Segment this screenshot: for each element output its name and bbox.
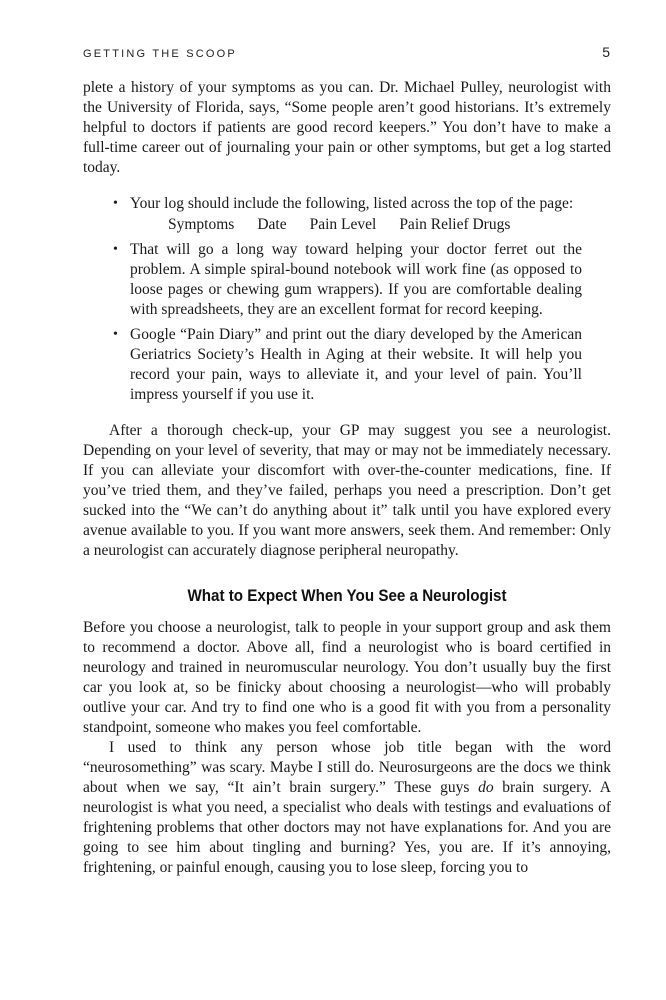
running-header: [83, 44, 610, 60]
list-item: [113, 325, 582, 405]
choose-neurologist-paragraph: Before you choose a neurologist, talk to people in your support group and ask them to recommend a doctor. Above all, find a neurologist who is board certified in neurology and trained in neuromuscular neurology. You don’t usually buy the first car you look at, so be finicky about choosing a neurologist—who will probably outlive your car. And try to find one who is a good fit with you from a personality standpoint, someone who makes you feel comfortable.: [83, 619, 611, 736]
log-column-date: Date: [257, 216, 287, 233]
log-columns: [130, 215, 582, 235]
bullet-text-notebook: That will go a long way toward helping your doctor ferret out the problem. A simple spiral-bound notebook will work fine (as opposed to loose pages or chewing gum wrappers). If you are comfortable dealing with spreadsheets, they are an excellent format for record keeping.: [130, 241, 582, 318]
bullet-text-log: Your log should include the following, listed across the top of the page:: [130, 195, 574, 212]
log-column-pain-relief-drugs: Pain Relief Drugs: [399, 216, 511, 233]
neuro-paragraph: [83, 738, 611, 878]
list-item: [113, 194, 582, 235]
checkup-paragraph: After a thorough check-up, your GP may suggest you see a neurologist. Depending on your level of severity, that may or may not be immediately necessary. If you can alleviate your discomfort with over-the-counter medications, fine. If you’ve tried them, and they’ve failed, perhaps you need a prescription. Don’t get sucked into the “We can’t do anything about it” talk until you have explored every avenue available to you. If you want more answers, seek them. And remember: Only a neurologist can accurately diagnose peripheral neuropathy.: [83, 422, 611, 559]
list-item: [113, 240, 582, 320]
page-number: 5: [602, 44, 610, 60]
bullet-list: [83, 194, 582, 405]
log-column-symptoms: Symptoms: [168, 216, 235, 233]
log-column-pain-level: Pain Level: [309, 216, 377, 233]
intro-paragraph: plete a history of your symptoms as you can. Dr. Michael Pulley, neurologist with the University of Florida, says, “Some people aren’t good historians. It’s extremely helpful to doctors if patients are good record keepers.” You don’t have to make a full-time career out of journaling your pain or other symptoms, but get a log started today.: [83, 79, 611, 176]
bullet-text-pain-diary: Google “Pain Diary” and print out the diary developed by the American Geriatrics Society’s Health in Aging at their website. It will help you record your pain, ways to alleviate it, and your level of pain. You’ll impress yourself if you use it.: [130, 326, 582, 403]
section-heading: What to Expect When You See a Neurologist: [187, 587, 507, 605]
neuro-text-part1: I used to think any person whose job title began with the word “neurosomething” was scary. Maybe I still do. Neurosurgeons are the docs we think about when we say, “It ain’t brain surgery.” These guys: [83, 739, 611, 796]
emphasis-text: do: [478, 779, 494, 796]
bullet-icon: •: [113, 242, 118, 257]
running-head-title: GETTING THE SCOOP: [83, 48, 237, 60]
bullet-icon: •: [113, 196, 118, 211]
bullet-icon: •: [113, 327, 118, 342]
neuro-text-part2: brain surgery. A neurologist is what you need, a specialist who deals with testings and evaluations of frightening problems that other doctors may not have explanations for. And you are going to see him about tingling and burning? Yes, you are. If it’s annoying, frightening, or painful enough, causing you to lose sleep, forcing you to: [83, 779, 611, 876]
page-body: [83, 78, 611, 878]
